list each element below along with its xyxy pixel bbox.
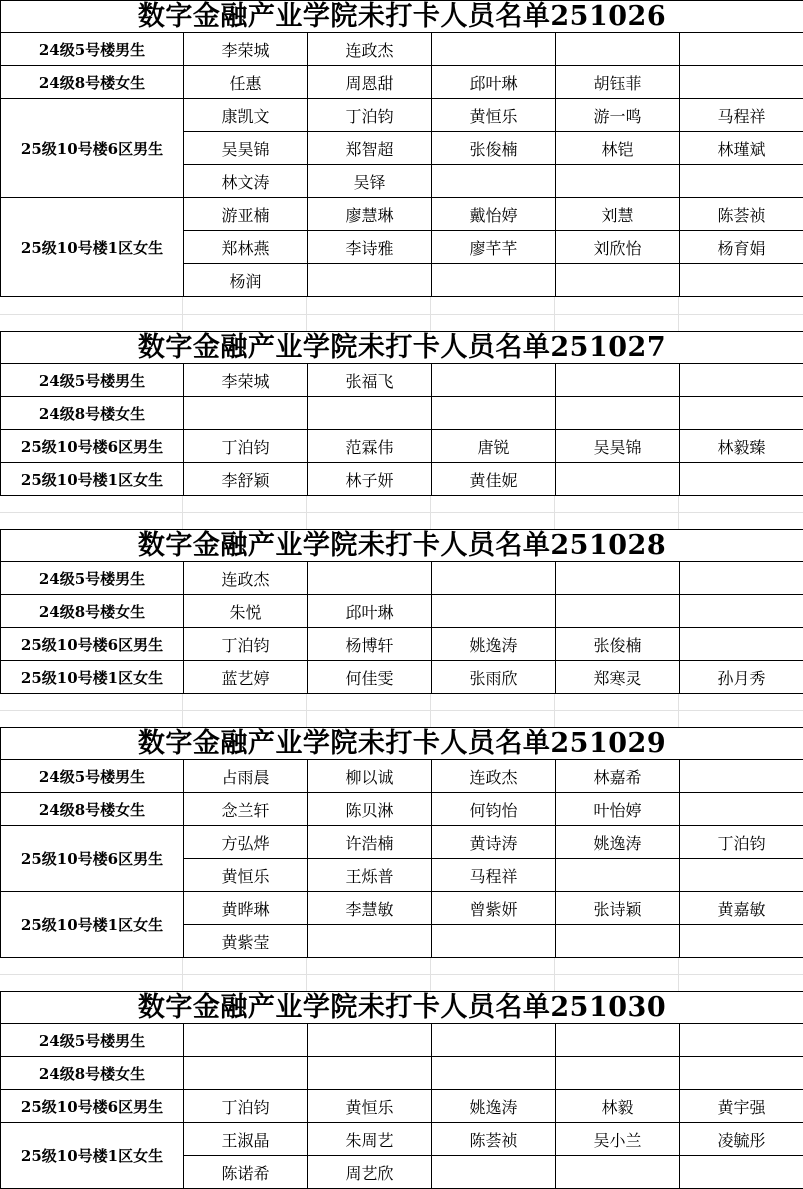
student-name-cell: 周艺欣: [308, 1156, 432, 1189]
grid-line: [0, 710, 803, 711]
student-name-cell: 郑寒灵: [556, 661, 680, 694]
dorm-group-label: 25级10号楼1区女生: [1, 661, 184, 694]
student-name-cell: 游一鸣: [556, 99, 680, 132]
student-name-cell: 凌毓彤: [680, 1123, 803, 1156]
student-name-cell: 范霖伟: [308, 430, 432, 463]
student-name-cell: [556, 397, 680, 430]
student-name-cell: 叶怡婷: [556, 793, 680, 826]
student-name-cell: 林瑾斌: [680, 132, 803, 165]
dorm-group-label: 24级5号楼男生: [1, 33, 184, 66]
student-name-cell: 陈诺希: [184, 1156, 308, 1189]
student-name-cell: [556, 165, 680, 198]
table-row: [1, 66, 803, 99]
student-name-cell: 姚逸涛: [556, 826, 680, 859]
student-name-cell: 张诗颖: [556, 892, 680, 925]
student-name-cell: 姚逸涛: [432, 628, 556, 661]
student-name-cell: [680, 397, 803, 430]
student-name-cell: [680, 66, 803, 99]
roster-table: [0, 0, 803, 297]
section-title: 数字金融产业学院未打卡人员名单251027: [1, 332, 803, 364]
student-name-cell: [432, 397, 556, 430]
student-name-cell: 方弘烨: [184, 826, 308, 859]
student-name-cell: [680, 1156, 803, 1189]
student-name-cell: 廖慧琳: [308, 198, 432, 231]
student-name-cell: [680, 793, 803, 826]
student-name-cell: 林毅臻: [680, 430, 803, 463]
student-name-cell: 柳以诚: [308, 760, 432, 793]
student-name-cell: 杨润: [184, 264, 308, 297]
student-name-cell: [556, 463, 680, 496]
table-row: [1, 628, 803, 661]
student-name-cell: 朱悦: [184, 595, 308, 628]
table-row: [1, 397, 803, 430]
table-row: [1, 1057, 803, 1090]
student-name-cell: 丁泊钧: [184, 628, 308, 661]
grid-line: [0, 512, 803, 513]
student-name-cell: 杨育娟: [680, 231, 803, 264]
student-name-cell: [308, 562, 432, 595]
student-name-cell: 张俊楠: [556, 628, 680, 661]
student-name-cell: [184, 1024, 308, 1057]
student-name-cell: 孙月秀: [680, 661, 803, 694]
student-name-cell: 任惠: [184, 66, 308, 99]
student-name-cell: [556, 33, 680, 66]
student-name-cell: 陈荟祯: [680, 198, 803, 231]
student-name-cell: 王淑晶: [184, 1123, 308, 1156]
student-name-cell: [556, 562, 680, 595]
roster-table: [0, 727, 803, 958]
student-name-cell: [556, 859, 680, 892]
student-name-cell: 康凯文: [184, 99, 308, 132]
student-name-cell: [680, 264, 803, 297]
student-name-cell: [680, 1024, 803, 1057]
student-name-cell: 周恩甜: [308, 66, 432, 99]
student-name-cell: 林文涛: [184, 165, 308, 198]
roster-table: [0, 991, 803, 1189]
student-name-cell: [680, 760, 803, 793]
student-name-cell: [184, 397, 308, 430]
table-row: [1, 33, 803, 66]
dorm-group-label: 24级8号楼女生: [1, 793, 184, 826]
student-name-cell: [308, 1024, 432, 1057]
student-name-cell: 刘欣怡: [556, 231, 680, 264]
dorm-group-label: 25级10号楼1区女生: [1, 198, 184, 297]
student-name-cell: 黄嘉敏: [680, 892, 803, 925]
student-name-cell: 吴小兰: [556, 1123, 680, 1156]
section-title: 数字金融产业学院未打卡人员名单251029: [1, 728, 803, 760]
table-row: [1, 198, 803, 231]
student-name-cell: [680, 859, 803, 892]
student-name-cell: 张俊楠: [432, 132, 556, 165]
student-name-cell: 丁泊钧: [680, 826, 803, 859]
student-name-cell: 杨博轩: [308, 628, 432, 661]
dorm-group-label: 24级8号楼女生: [1, 1057, 184, 1090]
student-name-cell: [556, 595, 680, 628]
student-name-cell: [680, 364, 803, 397]
student-name-cell: 胡钰菲: [556, 66, 680, 99]
student-name-cell: 李慧敏: [308, 892, 432, 925]
student-name-cell: [432, 562, 556, 595]
student-name-cell: 朱周艺: [308, 1123, 432, 1156]
student-name-cell: 唐锐: [432, 430, 556, 463]
student-name-cell: [556, 1024, 680, 1057]
student-name-cell: [556, 1057, 680, 1090]
student-name-cell: 黄晔琳: [184, 892, 308, 925]
student-name-cell: 吴铎: [308, 165, 432, 198]
student-name-cell: 林铠: [556, 132, 680, 165]
student-name-cell: [432, 1156, 556, 1189]
dorm-group-label: 25级10号楼6区男生: [1, 826, 184, 892]
student-name-cell: [680, 562, 803, 595]
grid-line: [0, 314, 803, 315]
student-name-cell: 黄宇强: [680, 1090, 803, 1123]
student-name-cell: 马程祥: [432, 859, 556, 892]
student-name-cell: 姚逸涛: [432, 1090, 556, 1123]
dorm-group-label: 25级10号楼1区女生: [1, 463, 184, 496]
table-row: [1, 463, 803, 496]
student-name-cell: 邱叶琳: [432, 66, 556, 99]
student-name-cell: [556, 925, 680, 958]
table-row: [1, 892, 803, 925]
student-name-cell: 丁泊钧: [184, 430, 308, 463]
table-row: [1, 595, 803, 628]
student-name-cell: 连政杰: [432, 760, 556, 793]
dorm-group-label: 24级5号楼男生: [1, 1024, 184, 1057]
student-name-cell: 郑智超: [308, 132, 432, 165]
dorm-group-label: 25级10号楼6区男生: [1, 430, 184, 463]
section-title: 数字金融产业学院未打卡人员名单251030: [1, 992, 803, 1024]
student-name-cell: 李荣城: [184, 364, 308, 397]
student-name-cell: 黄紫莹: [184, 925, 308, 958]
student-name-cell: 蓝艺婷: [184, 661, 308, 694]
student-name-cell: 陈荟祯: [432, 1123, 556, 1156]
student-name-cell: [556, 264, 680, 297]
table-row: [1, 760, 803, 793]
student-name-cell: [556, 1156, 680, 1189]
student-name-cell: [432, 1024, 556, 1057]
table-row: [1, 826, 803, 859]
student-name-cell: 林嘉希: [556, 760, 680, 793]
student-name-cell: [308, 397, 432, 430]
student-name-cell: 黄佳妮: [432, 463, 556, 496]
student-name-cell: [680, 33, 803, 66]
student-name-cell: [680, 628, 803, 661]
table-row: [1, 661, 803, 694]
student-name-cell: 吴昊锦: [184, 132, 308, 165]
student-name-cell: 李荣城: [184, 33, 308, 66]
student-name-cell: [308, 1057, 432, 1090]
student-name-cell: [432, 165, 556, 198]
student-name-cell: 丁泊钧: [184, 1090, 308, 1123]
student-name-cell: 李诗雅: [308, 231, 432, 264]
student-name-cell: 张雨欣: [432, 661, 556, 694]
table-row: [1, 99, 803, 132]
dorm-group-label: 24级5号楼男生: [1, 562, 184, 595]
student-name-cell: [680, 463, 803, 496]
dorm-group-label: 24级8号楼女生: [1, 397, 184, 430]
student-name-cell: [432, 364, 556, 397]
student-name-cell: 许浩楠: [308, 826, 432, 859]
student-name-cell: [432, 33, 556, 66]
student-name-cell: [432, 925, 556, 958]
table-row: [1, 793, 803, 826]
student-name-cell: [680, 925, 803, 958]
student-name-cell: 林子妍: [308, 463, 432, 496]
student-name-cell: 连政杰: [184, 562, 308, 595]
table-row: [1, 1090, 803, 1123]
dorm-group-label: 25级10号楼6区男生: [1, 1090, 184, 1123]
student-name-cell: 念兰轩: [184, 793, 308, 826]
student-name-cell: 占雨晨: [184, 760, 308, 793]
student-name-cell: [680, 165, 803, 198]
student-name-cell: 黄诗涛: [432, 826, 556, 859]
section-title: 数字金融产业学院未打卡人员名单251026: [1, 1, 803, 33]
student-name-cell: [556, 364, 680, 397]
student-name-cell: 黄恒乐: [432, 99, 556, 132]
dorm-group-label: 25级10号楼1区女生: [1, 892, 184, 958]
student-name-cell: 王烁普: [308, 859, 432, 892]
student-name-cell: 邱叶琳: [308, 595, 432, 628]
student-name-cell: [308, 925, 432, 958]
student-name-cell: 李舒颖: [184, 463, 308, 496]
student-name-cell: [308, 264, 432, 297]
student-name-cell: [432, 1057, 556, 1090]
dorm-group-label: 25级10号楼6区男生: [1, 628, 184, 661]
dorm-group-label: 24级8号楼女生: [1, 66, 184, 99]
student-name-cell: [432, 264, 556, 297]
student-name-cell: [184, 1057, 308, 1090]
student-name-cell: [680, 595, 803, 628]
table-row: [1, 1024, 803, 1057]
student-name-cell: 何佳雯: [308, 661, 432, 694]
dorm-group-label: 25级10号楼6区男生: [1, 99, 184, 198]
table-row: [1, 1123, 803, 1156]
student-name-cell: 曾紫妍: [432, 892, 556, 925]
student-name-cell: 连政杰: [308, 33, 432, 66]
roster-table: [0, 331, 803, 496]
student-name-cell: 黄恒乐: [308, 1090, 432, 1123]
student-name-cell: [432, 595, 556, 628]
student-name-cell: 张福飞: [308, 364, 432, 397]
student-name-cell: 刘慧: [556, 198, 680, 231]
student-name-cell: 戴怡婷: [432, 198, 556, 231]
dorm-group-label: 24级8号楼女生: [1, 595, 184, 628]
roster-table: [0, 529, 803, 694]
student-name-cell: 吴昊锦: [556, 430, 680, 463]
grid-line: [0, 974, 803, 975]
student-name-cell: 丁泊钧: [308, 99, 432, 132]
dorm-group-label: 25级10号楼1区女生: [1, 1123, 184, 1189]
student-name-cell: [680, 1057, 803, 1090]
student-name-cell: 何钧怡: [432, 793, 556, 826]
table-row: [1, 562, 803, 595]
dorm-group-label: 24级5号楼男生: [1, 760, 184, 793]
table-row: [1, 430, 803, 463]
table-row: [1, 364, 803, 397]
student-name-cell: 林毅: [556, 1090, 680, 1123]
student-name-cell: 陈贝淋: [308, 793, 432, 826]
student-name-cell: 马程祥: [680, 99, 803, 132]
student-name-cell: 游亚楠: [184, 198, 308, 231]
section-title: 数字金融产业学院未打卡人员名单251028: [1, 530, 803, 562]
student-name-cell: 廖芊芊: [432, 231, 556, 264]
student-name-cell: 黄恒乐: [184, 859, 308, 892]
dorm-group-label: 24级5号楼男生: [1, 364, 184, 397]
student-name-cell: 郑林燕: [184, 231, 308, 264]
